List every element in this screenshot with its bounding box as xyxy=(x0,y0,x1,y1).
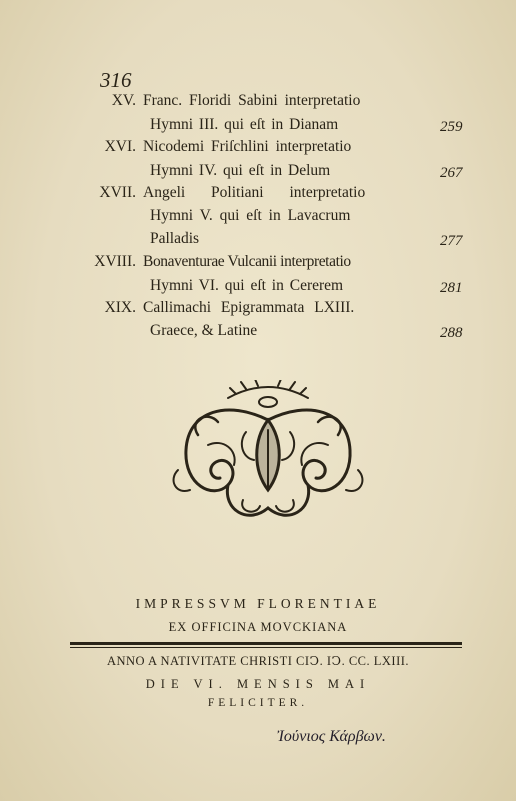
printer-ornament xyxy=(168,380,368,530)
entry-number: XVIII. xyxy=(94,253,136,270)
imprint-date: ANNO A NATIVITATE CHRISTI CIↃ. IↃ. CC. LXIII. xyxy=(106,654,410,668)
page-number: 316 xyxy=(100,68,132,92)
entry-line: Bonaventurae Vulcanii interpretatio xyxy=(143,253,351,270)
entry-number: XIX. xyxy=(104,299,136,316)
entry-page: 259 xyxy=(440,119,463,135)
entry-line: Franc. Floridi Sabini interpretatio xyxy=(143,92,361,109)
entry-line: Hymni V. qui eſt in Lavacrum xyxy=(150,207,351,224)
entry-number: XVII. xyxy=(99,184,136,201)
entry-page: 281 xyxy=(440,280,463,296)
entry-number: XV. xyxy=(111,92,136,109)
divider-rule xyxy=(70,647,462,648)
imprint-day: DIE VI. MENSIS MAI xyxy=(145,677,371,691)
imprint-line: IMPRESSVM FLORENTIAE xyxy=(135,596,381,611)
entry-line: Graece, & Latine xyxy=(150,322,258,339)
imprint-line: EX OFFICINA MOVCKIANA xyxy=(168,620,348,634)
entry-line: Nicodemi Friſchlini interpretatio xyxy=(143,138,352,155)
entry-line: Callimachi Epigrammata LXIII. xyxy=(143,299,355,316)
entry-line: Hymni IV. qui eſt in Delum xyxy=(150,162,331,179)
entry-page: 277 xyxy=(440,233,463,249)
imprint-closing: FELICITER. xyxy=(207,697,309,709)
entry-line: Hymni VI. qui eſt in Cererem xyxy=(150,277,344,294)
handwritten-signature: Ἰούνιος Κάρβων. xyxy=(277,728,386,745)
divider-rule xyxy=(70,642,462,645)
entry-line: Hymni III. qui eſt in Dianam xyxy=(150,116,339,133)
entry-line: Palladis xyxy=(150,230,200,247)
entry-number: XVI. xyxy=(104,138,136,155)
entry-page: 288 xyxy=(440,325,463,341)
entry-line: Angeli Politiani interpretatio xyxy=(143,184,366,201)
entry-page: 267 xyxy=(440,165,463,181)
